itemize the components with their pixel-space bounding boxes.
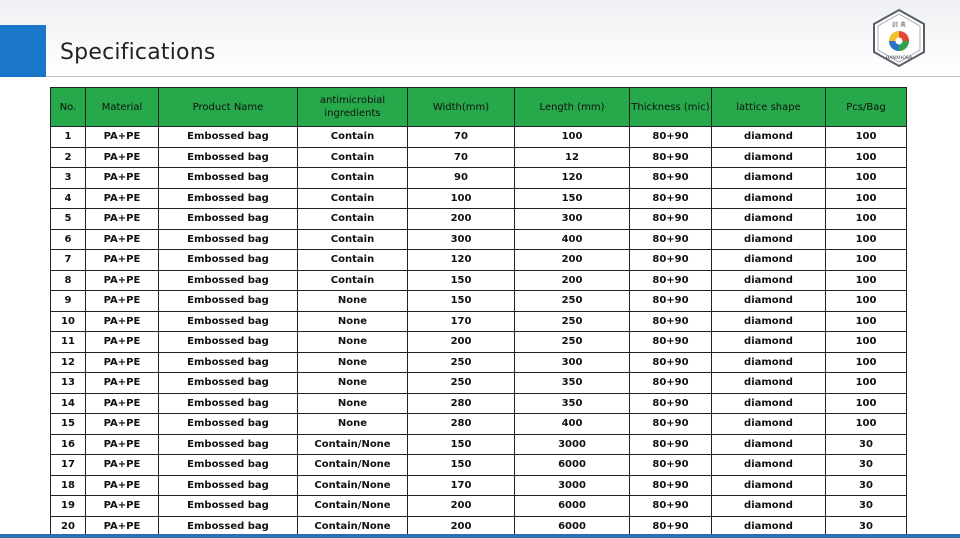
cell-length: 350 [515, 373, 630, 394]
logo-top-text: 韩 典 [892, 22, 906, 29]
cell-pcs-bag: 100 [826, 188, 907, 209]
cell-product-name: Embossed bag [159, 127, 298, 148]
cell-product-name: Embossed bag [159, 516, 298, 537]
table-row [51, 270, 907, 291]
cell-product-name: Embossed bag [159, 168, 298, 189]
cell-no: 2 [51, 147, 86, 168]
cell-lattice-shape: diamond [712, 516, 826, 537]
title-divider [46, 76, 960, 77]
cell-lattice-shape: diamond [712, 291, 826, 312]
table-row [51, 434, 907, 455]
cell-pcs-bag: 30 [826, 434, 907, 455]
cell-lattice-shape: diamond [712, 373, 826, 394]
cell-lattice-shape: diamond [712, 147, 826, 168]
logo-brand-text: HANXHOSA [885, 56, 913, 61]
table-row [51, 332, 907, 353]
cell-width: 170 [408, 475, 515, 496]
cell-antimicrobial: Contain [298, 270, 408, 291]
cell-no: 12 [51, 352, 86, 373]
column-header-pcs-bag: Pcs/Bag [826, 88, 907, 127]
cell-pcs-bag: 100 [826, 311, 907, 332]
cell-thickness: 80+90 [630, 229, 712, 250]
table-row [51, 496, 907, 517]
cell-no: 18 [51, 475, 86, 496]
table-row [51, 414, 907, 435]
cell-material: PA+PE [86, 291, 159, 312]
cell-antimicrobial: None [298, 373, 408, 394]
cell-pcs-bag: 100 [826, 229, 907, 250]
cell-length: 3000 [515, 475, 630, 496]
cell-pcs-bag: 100 [826, 352, 907, 373]
cell-length: 150 [515, 188, 630, 209]
cell-thickness: 80+90 [630, 311, 712, 332]
cell-lattice-shape: diamond [712, 250, 826, 271]
table-body [51, 127, 907, 537]
cell-length: 12 [515, 147, 630, 168]
cell-thickness: 80+90 [630, 434, 712, 455]
cell-material: PA+PE [86, 311, 159, 332]
cell-lattice-shape: diamond [712, 229, 826, 250]
cell-material: PA+PE [86, 414, 159, 435]
cell-material: PA+PE [86, 373, 159, 394]
cell-no: 8 [51, 270, 86, 291]
cell-width: 280 [408, 414, 515, 435]
cell-width: 70 [408, 147, 515, 168]
table-row [51, 229, 907, 250]
cell-width: 200 [408, 496, 515, 517]
cell-thickness: 80+90 [630, 147, 712, 168]
cell-no: 3 [51, 168, 86, 189]
cell-length: 250 [515, 291, 630, 312]
cell-pcs-bag: 100 [826, 147, 907, 168]
cell-length: 6000 [515, 455, 630, 476]
cell-antimicrobial: None [298, 352, 408, 373]
cell-no: 13 [51, 373, 86, 394]
cell-material: PA+PE [86, 352, 159, 373]
cell-pcs-bag: 30 [826, 516, 907, 537]
cell-no: 17 [51, 455, 86, 476]
cell-antimicrobial: Contain [298, 127, 408, 148]
cell-material: PA+PE [86, 393, 159, 414]
cell-product-name: Embossed bag [159, 373, 298, 394]
cell-length: 300 [515, 352, 630, 373]
cell-pcs-bag: 100 [826, 209, 907, 230]
cell-width: 250 [408, 373, 515, 394]
cell-product-name: Embossed bag [159, 270, 298, 291]
cell-material: PA+PE [86, 332, 159, 353]
cell-no: 7 [51, 250, 86, 271]
cell-product-name: Embossed bag [159, 188, 298, 209]
cell-no: 14 [51, 393, 86, 414]
cell-thickness: 80+90 [630, 168, 712, 189]
cell-pcs-bag: 100 [826, 414, 907, 435]
cell-antimicrobial: Contain [298, 250, 408, 271]
cell-material: PA+PE [86, 127, 159, 148]
cell-thickness: 80+90 [630, 475, 712, 496]
cell-thickness: 80+90 [630, 291, 712, 312]
cell-antimicrobial: Contain/None [298, 496, 408, 517]
cell-no: 4 [51, 188, 86, 209]
cell-thickness: 80+90 [630, 127, 712, 148]
cell-product-name: Embossed bag [159, 291, 298, 312]
cell-no: 20 [51, 516, 86, 537]
table-header-row [51, 88, 907, 127]
cell-length: 120 [515, 168, 630, 189]
cell-lattice-shape: diamond [712, 270, 826, 291]
cell-lattice-shape: diamond [712, 434, 826, 455]
cell-antimicrobial: Contain [298, 209, 408, 230]
cell-width: 150 [408, 270, 515, 291]
cell-product-name: Embossed bag [159, 414, 298, 435]
cell-length: 250 [515, 332, 630, 353]
cell-antimicrobial: None [298, 393, 408, 414]
cell-material: PA+PE [86, 516, 159, 537]
cell-length: 3000 [515, 434, 630, 455]
cell-material: PA+PE [86, 475, 159, 496]
cell-length: 6000 [515, 496, 630, 517]
cell-antimicrobial: None [298, 332, 408, 353]
cell-pcs-bag: 100 [826, 373, 907, 394]
cell-product-name: Embossed bag [159, 475, 298, 496]
cell-thickness: 80+90 [630, 250, 712, 271]
cell-product-name: Embossed bag [159, 352, 298, 373]
cell-material: PA+PE [86, 496, 159, 517]
cell-lattice-shape: diamond [712, 475, 826, 496]
cell-thickness: 80+90 [630, 332, 712, 353]
cell-antimicrobial: Contain [298, 147, 408, 168]
cell-lattice-shape: diamond [712, 188, 826, 209]
cell-thickness: 80+90 [630, 209, 712, 230]
cell-lattice-shape: diamond [712, 414, 826, 435]
cell-no: 15 [51, 414, 86, 435]
cell-width: 200 [408, 332, 515, 353]
cell-no: 1 [51, 127, 86, 148]
cell-no: 9 [51, 291, 86, 312]
column-header-lattice-shape: lattice shape [712, 88, 826, 127]
cell-length: 200 [515, 270, 630, 291]
cell-width: 100 [408, 188, 515, 209]
cell-width: 300 [408, 229, 515, 250]
cell-pcs-bag: 30 [826, 496, 907, 517]
cell-thickness: 80+90 [630, 270, 712, 291]
cell-lattice-shape: diamond [712, 332, 826, 353]
cell-length: 350 [515, 393, 630, 414]
hexagon-logo-icon [871, 8, 927, 68]
cell-thickness: 80+90 [630, 516, 712, 537]
cell-material: PA+PE [86, 168, 159, 189]
cell-length: 400 [515, 414, 630, 435]
table-row [51, 291, 907, 312]
cell-product-name: Embossed bag [159, 250, 298, 271]
cell-antimicrobial: None [298, 414, 408, 435]
cell-thickness: 80+90 [630, 393, 712, 414]
cell-pcs-bag: 100 [826, 168, 907, 189]
cell-product-name: Embossed bag [159, 496, 298, 517]
cell-pcs-bag: 100 [826, 270, 907, 291]
table-row [51, 352, 907, 373]
table-row [51, 209, 907, 230]
cell-product-name: Embossed bag [159, 455, 298, 476]
column-header-material: Material [86, 88, 159, 127]
cell-antimicrobial: None [298, 311, 408, 332]
cell-product-name: Embossed bag [159, 209, 298, 230]
specifications-table [50, 87, 907, 537]
column-header-width: Width(mm) [408, 88, 515, 127]
cell-antimicrobial: Contain [298, 188, 408, 209]
cell-antimicrobial: Contain [298, 229, 408, 250]
cell-material: PA+PE [86, 209, 159, 230]
cell-lattice-shape: diamond [712, 311, 826, 332]
cell-product-name: Embossed bag [159, 147, 298, 168]
cell-pcs-bag: 100 [826, 250, 907, 271]
cell-width: 280 [408, 393, 515, 414]
cell-antimicrobial: None [298, 291, 408, 312]
column-header-no: No. [51, 88, 86, 127]
cell-antimicrobial: Contain/None [298, 516, 408, 537]
table-row [51, 250, 907, 271]
cell-lattice-shape: diamond [712, 496, 826, 517]
table-row [51, 147, 907, 168]
cell-width: 250 [408, 352, 515, 373]
cell-material: PA+PE [86, 455, 159, 476]
cell-lattice-shape: diamond [712, 168, 826, 189]
cell-length: 250 [515, 311, 630, 332]
cell-thickness: 80+90 [630, 414, 712, 435]
cell-lattice-shape: diamond [712, 127, 826, 148]
cell-material: PA+PE [86, 434, 159, 455]
cell-no: 5 [51, 209, 86, 230]
bottom-strip [0, 534, 960, 538]
table-row [51, 168, 907, 189]
cell-width: 150 [408, 455, 515, 476]
column-header-antimicrobial: antimicrobial ingredients [298, 88, 408, 127]
cell-width: 150 [408, 291, 515, 312]
cell-length: 6000 [515, 516, 630, 537]
cell-width: 200 [408, 516, 515, 537]
column-header-thickness: Thickness (mic) [630, 88, 712, 127]
column-header-length: Length (mm) [515, 88, 630, 127]
cell-material: PA+PE [86, 229, 159, 250]
cell-antimicrobial: Contain [298, 168, 408, 189]
cell-thickness: 80+90 [630, 496, 712, 517]
table-row [51, 188, 907, 209]
cell-pcs-bag: 100 [826, 127, 907, 148]
table-row [51, 475, 907, 496]
cell-length: 200 [515, 250, 630, 271]
cell-no: 10 [51, 311, 86, 332]
cell-no: 19 [51, 496, 86, 517]
cell-no: 16 [51, 434, 86, 455]
cell-pcs-bag: 100 [826, 393, 907, 414]
cell-length: 400 [515, 229, 630, 250]
cell-product-name: Embossed bag [159, 311, 298, 332]
table-row [51, 393, 907, 414]
cell-material: PA+PE [86, 188, 159, 209]
column-header-product-name: Product Name [159, 88, 298, 127]
cell-lattice-shape: diamond [712, 352, 826, 373]
cell-pcs-bag: 30 [826, 475, 907, 496]
cell-lattice-shape: diamond [712, 209, 826, 230]
cell-thickness: 80+90 [630, 188, 712, 209]
cell-width: 70 [408, 127, 515, 148]
cell-pcs-bag: 100 [826, 332, 907, 353]
cell-no: 11 [51, 332, 86, 353]
cell-product-name: Embossed bag [159, 332, 298, 353]
cell-material: PA+PE [86, 270, 159, 291]
cell-product-name: Embossed bag [159, 434, 298, 455]
table-row [51, 311, 907, 332]
cell-thickness: 80+90 [630, 455, 712, 476]
cell-antimicrobial: Contain/None [298, 455, 408, 476]
cell-width: 90 [408, 168, 515, 189]
cell-pcs-bag: 30 [826, 455, 907, 476]
cell-width: 150 [408, 434, 515, 455]
cell-material: PA+PE [86, 250, 159, 271]
cell-thickness: 80+90 [630, 373, 712, 394]
cell-antimicrobial: Contain/None [298, 434, 408, 455]
cell-product-name: Embossed bag [159, 229, 298, 250]
table-row [51, 373, 907, 394]
cell-width: 120 [408, 250, 515, 271]
cell-antimicrobial: Contain/None [298, 475, 408, 496]
cell-lattice-shape: diamond [712, 455, 826, 476]
cell-material: PA+PE [86, 147, 159, 168]
cell-lattice-shape: diamond [712, 393, 826, 414]
table-row [51, 127, 907, 148]
cell-thickness: 80+90 [630, 352, 712, 373]
cell-pcs-bag: 100 [826, 291, 907, 312]
cell-no: 6 [51, 229, 86, 250]
cell-width: 200 [408, 209, 515, 230]
accent-bar [0, 25, 46, 77]
cell-length: 300 [515, 209, 630, 230]
cell-product-name: Embossed bag [159, 393, 298, 414]
page-title: Specifications [60, 40, 216, 65]
cell-width: 170 [408, 311, 515, 332]
table-row [51, 455, 907, 476]
cell-length: 100 [515, 127, 630, 148]
